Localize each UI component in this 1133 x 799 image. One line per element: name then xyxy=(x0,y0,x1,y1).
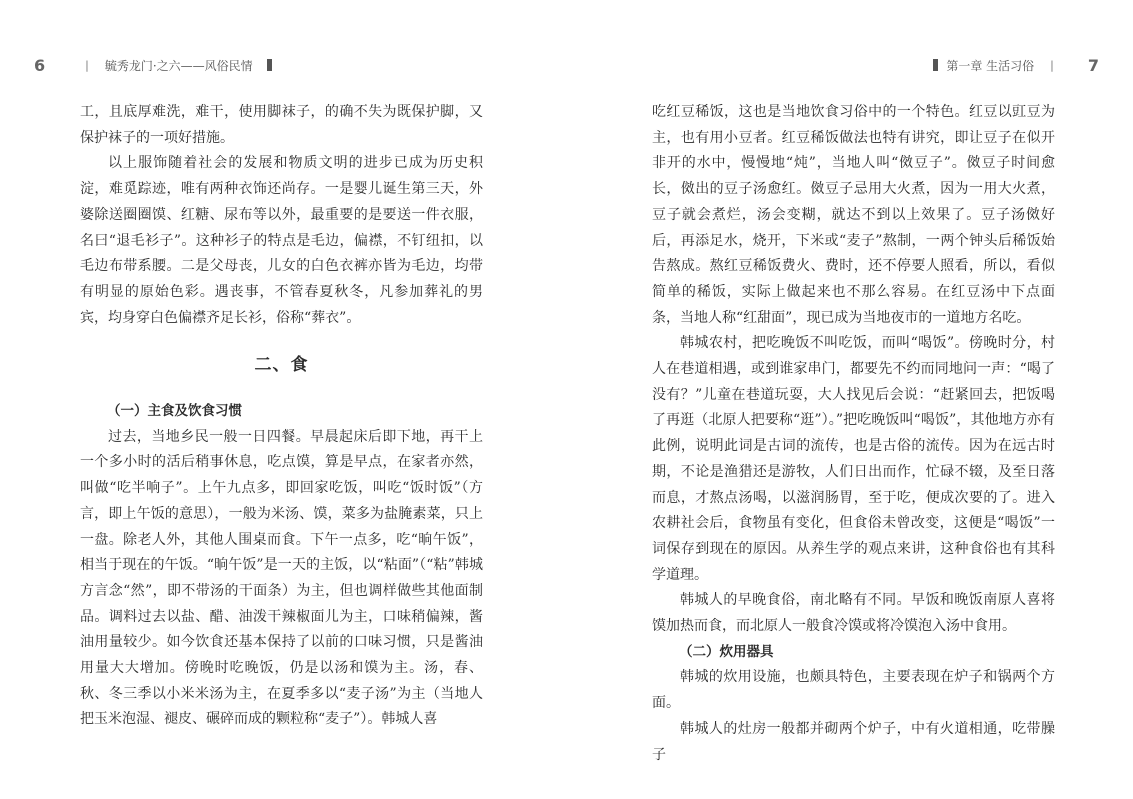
right-page-body xyxy=(652,100,1055,768)
header-separator: | xyxy=(85,58,89,72)
paragraph: 过去，当地乡民一般一日四餐。早晨起床后即下地，再干上一个多小时的活后稍事休息，吃点馍，算是早点，在家者亦然，叫做“吃半响子”。上午九点多，即回家吃饭，叫吃“饭时饭”（方言，即上午饭的意思），一般为米汤、馍，菜多为盐腌素菜，只上一盘。除老人外，其他人围桌而食。下午一点多，吃“晌午饭”，相当于现在的午饭。“晌午饭”是一天的主饭，以“粘面”（“粘”韩城方言念“然”，即不带汤的干面条）为主，但也调样做些其他面制品。调料过去以盐、醋、油泼干辣椒面儿为主，口味稍偏辣，酱油用量较少。如今饮食还基本保持了以前的口味习惯，只是酱油用量大大增加。傍晚时吃晚饭，仍是以汤和馍为主。汤，春、秋、冬三季以小米米汤为主，在夏季多以“麦子汤”为主（当地人把玉米泡湿、褪皮、碾碎而成的颗粒称“麦子”）。韩城人喜 xyxy=(80,428,483,728)
book-title: 毓秀龙门·之六——风俗民情 xyxy=(104,58,253,73)
paragraph: 韩城人的早晚食俗，南北略有不同。早饭和晚饭南原人喜将馍加热而食，而北原人一般食冷馍或将冷馍泡入汤中食用。 xyxy=(652,592,1055,635)
left-page-body xyxy=(80,100,483,733)
header-separator: | xyxy=(1050,58,1054,72)
paragraph: 吃红豆稀饭，这也是当地饮食习俗中的一个特色。红豆以豇豆为主，也有用小豆者。红豆稀饭做法也特有讲究，即让豆子在似开非开的水中，慢慢地“炖”，当地人叫“傚豆子”。傚豆子时间愈长，傚出的豆子汤愈红。傚豆子忌用大火煮，因为一用大火煮，豆子就会煮烂，汤会变糊，就达不到以上效果了。豆子汤傚好后，再添足水，烧开，下米或“麦子”熬制，一两个钟头后稀饭始告熬成。熬红豆稀饭费火、费时，还不停要人照看，所以，看似简单的稀饭，实际上做起来也不那么容易。在红豆汤中下点面条，当地人称“红甜面”，现已成为当地夜市的一道地方名吃。 xyxy=(652,104,1055,326)
paragraph: 以上服饰随着社会的发展和物质文明的进步已成为历史积淀，难觅踪迹，唯有两种衣饰还尚存。一是婴儿诞生第三天，外婆除送圈圈馍、红糖、尿布等以外，最重要的是要送一件衣服，名曰“退毛衫子”。这种衫子的特点是毛边，偏襟，不钉纽扣，以毛边布带系腰。二是父母丧，儿女的白色衣裤亦皆为毛边，均带有明显的原始色彩。遇丧事，不管春夏秋冬，凡参加葬礼的男宾，均身穿白色偏襟齐足长衫，俗称“葬衣”。 xyxy=(80,155,483,326)
right-page-header xyxy=(819,55,1099,75)
chapter-title: 第一章 生活习俗 xyxy=(946,58,1035,73)
section-title: 二、食 xyxy=(254,355,309,376)
right-page-number: 7 xyxy=(1087,55,1099,75)
subheading: （一）主食及饮食习惯 xyxy=(107,403,242,420)
left-page-header xyxy=(34,55,294,75)
paragraph: 韩城农村，把吃晚饭不叫吃饭，而叫“喝饭”。傍晚时分，村人在巷道相遇，或到谁家串门，都要先不约而同地问一声：“喝了没有？”儿童在巷道玩耍，大人找见后会说：“赶紧回去，把饭喝了再逛（北原人把要称“逛”）。”把吃晚饭叫“喝饭”，其他地方亦有此例，说明此词是古词的流传，也是古俗的流传。因为在远古时期，不论是渔猎还是游牧，人们日出而作，忙碌不辍，及至日落而息，才熬点汤喝，以滋润肠胃，至于吃，便成次要的了。进入农耕社会后，食物虽有变化，但食俗未曾改变，这便是“喝饭”一词保存到现在的原因。从养生学的观点来讲，这种食俗也有其科学道理。 xyxy=(652,335,1055,583)
left-page-number: 6 xyxy=(34,55,46,75)
subheading: （二）炊用器具 xyxy=(679,643,774,660)
paragraph: 韩城人的灶房一般都并砌两个炉子，中有火道相通，吃带臊子 xyxy=(652,720,1055,763)
paragraph: 韩城的炊用设施，也颇具特色，主要表现在炉子和锅两个方面。 xyxy=(652,669,1055,712)
header-marker-icon xyxy=(267,59,272,71)
header-marker-icon xyxy=(933,59,938,71)
paragraph: 工，且底厚难洗，难干，使用脚袜子，的确不失为既保护脚，又保护袜子的一项好措施。 xyxy=(80,104,483,146)
